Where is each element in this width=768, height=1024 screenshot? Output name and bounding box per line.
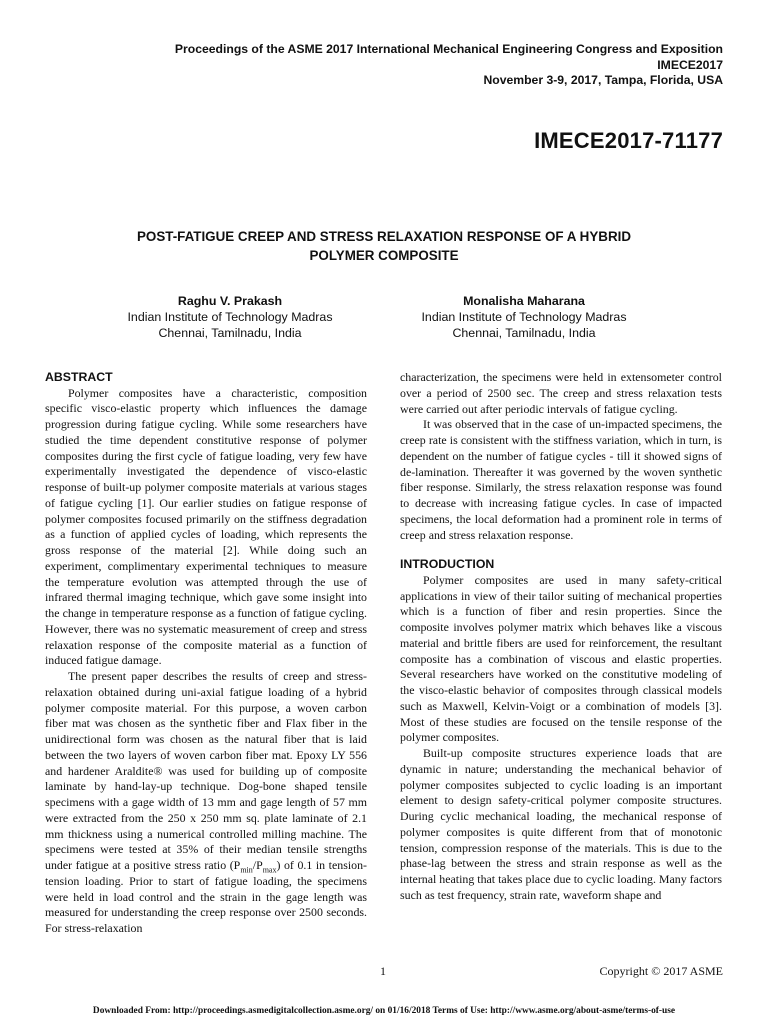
author-name: Monalisha Maharana xyxy=(463,294,585,308)
proceedings-title: Proceedings of the ASME 2017 International Mechanical Engineering Congress and Exposition xyxy=(174,42,723,56)
abstract-heading: ABSTRACT xyxy=(45,370,113,384)
author-affiliation: Indian Institute of Technology Madras xyxy=(421,310,627,324)
conference-dates: November 3-9, 2017, Tampa, Florida, USA xyxy=(483,73,723,87)
abstract-paragraph-2-text-b: /P xyxy=(252,858,263,872)
abstract-paragraph-4: It was observed that in the case of un-impacted specimens, the creep rate is consistent with the stiffness variation, which in turn, is dependent on the number of fatigue cycles - till it showed signs of de-lamination. Thereafter it was governed by the woven synthetic fiber response. Similarly, the stress relaxation response was found to decrease with increasing fatigue cycles. In case of impacted specimens, the local deformation had a prominent role in terms of creep and stress relaxation response. xyxy=(400,417,722,542)
author-block-1 xyxy=(90,293,370,341)
abstract-paragraph-2 xyxy=(45,669,367,937)
page-number: 1 xyxy=(380,964,386,978)
subscript-min: min xyxy=(240,865,253,875)
left-column xyxy=(45,370,367,937)
section-spacer xyxy=(400,543,722,557)
abstract-paragraph-2-text-c: ) of 0.1 in tension-tension loading. Prior to start of fatigue loading, the specimens were held in load control and the strain in the gage length was measured for understanding the creep response over 2500 seconds. For stress-relaxation xyxy=(45,858,367,935)
paper-title-line-2: POLYMER COMPOSITE xyxy=(309,248,459,263)
introduction-paragraph-2: Built-up composite structures experience loads that are dynamic in nature; understanding the mechanical behavior of polymer composites subjected to cyclic loading is an important element to design safety-critical polymer composite structures. During cyclic mechanical loading, the mechanical response of polymer composites is quite different from that of monotonic tension, compression response of the materials. This is due to the phase-lag between the stress and strain response as well as the internal heating that takes place due to cyclic loading. Many factors such as test frequency, strain rate, waveform shape and xyxy=(400,746,722,902)
author-location: Chennai, Tamilnadu, India xyxy=(158,326,302,340)
copyright-notice: Copyright © 2017 ASME xyxy=(599,964,723,978)
abstract-paragraph-2-text-a: The present paper describes the results of creep and stress-relaxation obtained during uni-axial fatigue loading of a hybrid polymer composite material. For this purpose, a woven carbon fiber mat was chosen as the synthetic fiber and Flax fiber in the unidirectional form was chosen as the natural fiber that is laid between the two layers of woven carbon fiber mat. Epoxy LY 556 and hardener Araldite® was used for building up of composite laminate by hand-lay-up technique. Dog-bone shaped tensile specimens with a gage width of 13 mm and gage length of 57 mm were extracted from the 250 x 250 mm sq. plate laminate of 2.1 mm thickness using a numerical controlled milling machine. The specimens were tested at 35% of their median tensile strengths under fatigue at a positive stress ratio (P xyxy=(45,669,367,872)
paper-id: IMECE2017-71177 xyxy=(534,128,723,153)
author-affiliation: Indian Institute of Technology Madras xyxy=(127,310,333,324)
author-name: Raghu V. Prakash xyxy=(177,294,283,308)
paper-title xyxy=(60,227,708,265)
subscript-max: max xyxy=(262,865,277,875)
abstract-paragraph-1: Polymer composites have a characteristic, composition specific visco-elastic property which influences the damage progression during fatigue cycling. While some researchers have studied the time dependent constitutive response of polymer composites during the first cycle of fatigue loading, very few have experimentally investigated the dependence of visco-elastic response of built-up polymer composite materials at various stages of fatigue cycling [1]. Our earlier studies on fatigue response of polymer composites focused primarily on the stiffness degradation as a function of applied cycles of loading, which represents the gross response of the material [2]. While doing such an experiment, complimentary experimental techniques to measure the temperature evolution was attempted through the use of infrared thermal imaging technique, which gave some insight into the change in temperature response as a function of fatigue cycling. However, there was no systematic measurement of creep and stress relaxation response of the composite material as a function of induced fatigue damage. xyxy=(45,385,367,668)
author-block-2 xyxy=(384,293,664,341)
author-location: Chennai, Tamilnadu, India xyxy=(452,326,596,340)
introduction-paragraph-1: Polymer composites are used in many safety-critical applications in view of their tailor suiting of mechanical properties which is a function of fiber and resin properties. Since the composite involves polymer matrix which behaves like a viscous material and brittle fibers are used for reinforcement, the resultant composite has a combination of viscous and elastic properties. Several researchers have worked on the constitutive modeling of the visco-elastic behavior of composites through classical models such as Maxwell, Kelvin-Voigt or a combination of models [3]. Most of these studies are focused on the tensile response of the polymer composites. xyxy=(400,572,722,745)
download-footer: Downloaded From: http://proceedings.asmedigitalcollection.asme.org/ on 01/16/2018 Terms of Use: http://www.asme.org/about-asme/terms-of-use xyxy=(92,1006,676,1016)
right-column xyxy=(400,370,722,904)
proceedings-header xyxy=(175,42,723,89)
introduction-heading: INTRODUCTION xyxy=(400,557,495,572)
abstract-paragraph-3: characterization, the specimens were held in extensometer control over a period of 2500 sec. The creep and stress relaxation tests were carried out after periodic intervals of fatigue cycling. xyxy=(400,370,722,416)
paper-title-line-1: POST-FATIGUE CREEP AND STRESS RELAXATION RESPONSE OF A HYBRID xyxy=(136,229,632,244)
conference-code: IMECE2017 xyxy=(657,57,723,72)
